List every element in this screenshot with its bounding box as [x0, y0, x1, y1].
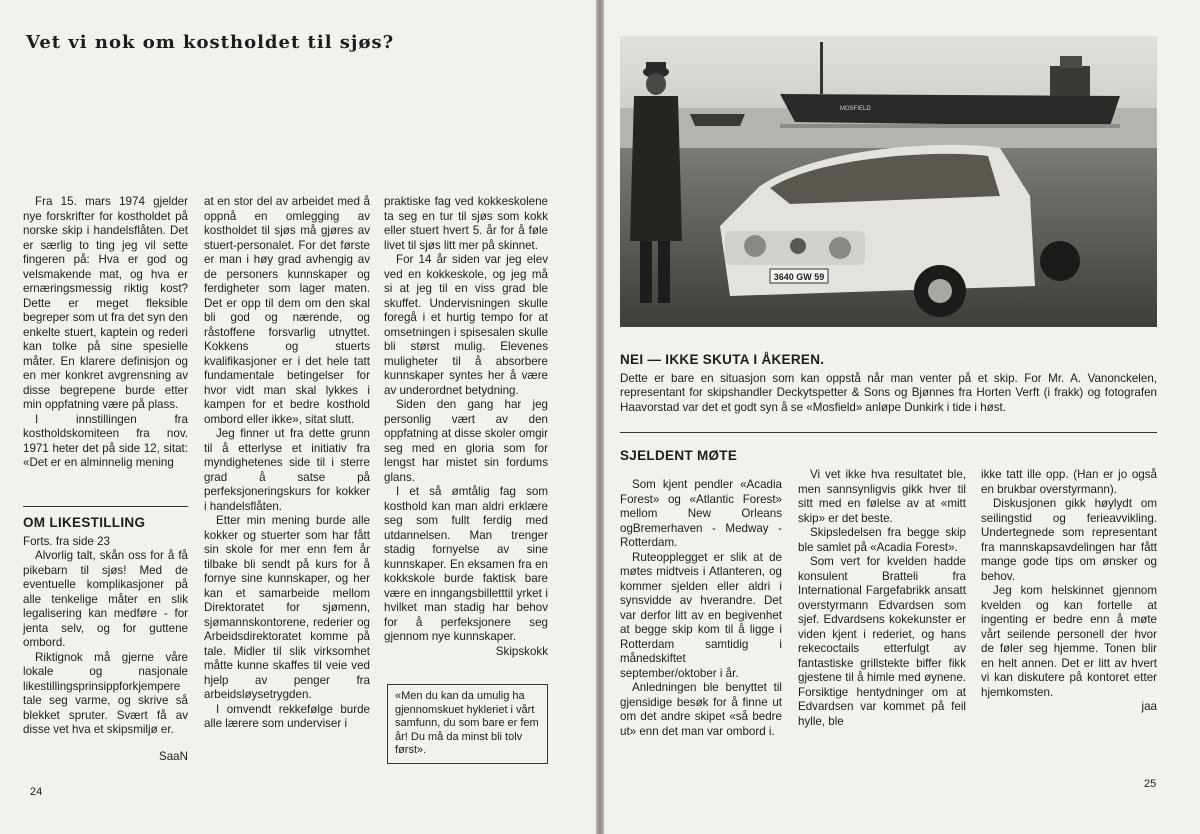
paragraph: at en stor del av arbeidet med å oppnå en omlegging av kostholdet til sjøs må gjøres av stuert-personalet. For det første er man i høy grad avhengig av de personers kunnskaper og ferdigheter som lager maten. Det er opp til dem om den skal bli god og nærende, og råstoffene forsvarlig utnyttet. Kokkens og stuerts kvalifikasjoner er i det hele tatt fundamentale betingelser for hvor vidt man skal lykkes i kampen for et bedre kosthold ombord eller ikke», sitat slutt.	[204, 195, 370, 426]
ship-name: MOSFIELD	[840, 106, 871, 112]
paragraph: praktiske fag ved kokkeskolene ta seg en tur til sjøs som kokk eller stuert hvert 5. år for å føle livet til sjøs litt mer på skinnet.	[384, 195, 548, 252]
paragraph: Vi vet ikke hva resultatet ble, men sannsynligvis gikk hver til sitt med en følelse av at «mitt skip» er det beste.	[798, 468, 966, 525]
paragraph: ikke tatt ille opp. (Han er jo også en brukbar overstyrmann).	[981, 468, 1157, 496]
photo-illustration	[620, 36, 1157, 327]
continued-note: Forts. fra side 23	[23, 534, 110, 548]
sjeldent-column-3	[981, 468, 1157, 715]
page-number: 25	[1144, 778, 1157, 790]
paragraph: I et så ømtålig fag som kosthold kan man aldri erklære seg som fullt ferdig med utdannelsen. Man trenger stadig fornyelse av sine kunnskaper. En eksamen fra en kokkskole burde faktisk bare være en inngangsbilletttil yrket i hvilket man stadig har behov for å perfeksjonere seg gjennom nye kunnskaper.	[384, 485, 548, 643]
caption-divider	[620, 432, 1157, 433]
article-column-1	[23, 195, 188, 471]
paragraph: For 14 år siden var jeg elev ved en kokkeskole, og jeg må si at jeg til en viss grad ble skuffet. Undervisningen skulle foregå i et hurtig tempo for at omsetningen i spisesalen skulle bli størst mulig. Elevenes muligheter til å absorbere kunnskaper syntes her å være av underordnet betydning.	[384, 253, 548, 397]
paragraph: Som kjent pendler «Acadia Forest» og «Atlantic Forest» mellom New Orleans ogBremerhaven - Medway - Rotterdam.	[620, 478, 782, 549]
paragraph: Fra 15. mars 1974 gjelder nye forskrifter for kostholdet på norske skip i handelsflåten. Det er særlig to ting jeg vil sette fingeren på: Hva er god og velsmakende mat, og hva er ernæringsmessig riktig kost? Dette er meget fleksible begreper som ut fra det syn den enkelte stuert, kaptein og rederi kan tolke på sine spesielle måter. En klarere definisjon og en mer konkret avgrensning av disse begrepene burde etter min oppfatning være på plass.	[23, 195, 188, 411]
paragraph: Jeg finner ut fra dette grunn til å etterlyse et initiativ fra myndighetenes side til i sterre grad å satse på perfeksjoneringskurs for kokker i handelsflåten.	[204, 427, 370, 513]
sjeldent-column-1	[620, 478, 782, 739]
section-signature: jaa	[1141, 700, 1157, 713]
paragraph: Jeg kom helskinnet gjennom kvelden og kan fortelle at ingenting er bedre enn å møte vårt seilende personell der hvor de føler seg hjemme. Tonen blir en helt annen. Det er litt av hvert vi kan diskutere på kontoret etter hjemkomsten.	[981, 584, 1157, 699]
sjeldent-column-2	[798, 468, 966, 729]
article-column-3	[384, 195, 548, 659]
paragraph: Skipsledelsen fra begge skip ble samlet på «Acadia Forest».	[798, 526, 966, 554]
section-title: SJELDENT MØTE	[620, 448, 738, 463]
paragraph: Diskusjonen gikk høylydt om seilingstid og ferieavvikling. Undertegnede som representant fra mannskapsavdelingen har fått mange gode tips om ønsker og behov.	[981, 497, 1157, 583]
paragraph: I innstillingen fra kostholdskomiteen fra nov. 1971 heter det på side 12, sitat: «Det er en alminnelig mening	[23, 412, 188, 469]
license-plate: 3640 GW 59	[773, 272, 825, 282]
article-headline: Vet vi nok om kostholdet til sjøs?	[26, 32, 395, 53]
paragraph: Siden den gang har jeg personlig vært av den oppfatning at disse skoler omgir seg med en gloria som for lengst har mistet sin fordums glans.	[384, 398, 548, 484]
article-photo	[620, 36, 1157, 327]
tug-boat	[690, 114, 745, 126]
paragraph: Ruteopplegget er slik at de møtes midtveis i Atlanteren, og kommer sjelden eller aldri i synsvidde av hverandre. Det var derfor litt av en begivenhet at begge skip kom til å ligge i Rotterdam samtidig i månedskiftet september/oktober i år.	[620, 550, 782, 680]
page-gutter	[596, 0, 604, 834]
paragraph: Som vert for kvelden hadde konsulent Bratteli fra International Fargefabrikk ansatt overstyrmann Edvardsen som sjef. Edvardsens kokekunster er viden kjent i rederiet, og hans rekecoctails etterfulgt av fantastiske grillstekte biffer fikk gjestene til å himle med øynene. Forsiktige hentydninger om at Edvardsen var kommet på feil hylle, ble	[798, 555, 966, 728]
paragraph: Riktignok må gjerne våre lokale og nasjonale likestillingsprinsippforkjempere tale seg varme, og skrive så blekket spruter. Svært få av disse vet hva et skipsmiljø er.	[23, 650, 188, 736]
quote-box: «Men du kan da umulig ha gjennomskuet hykleriet i vårt samfunn, du som bare er fem år! Du må da minst bli tolv først».	[387, 684, 548, 764]
article-signature: Skipskokk	[495, 644, 548, 658]
page-number: 24	[30, 786, 43, 798]
caption-text: Dette er bare en situasjon som kan oppstå når man venter på et skip. For Mr. A. Vanonckelen, representant for skipshandler Deckytspetter & Sons og Bjønnes fra Horten Verft (i frakk) og fotografen Haavorstad var det et godt syn å se «Mosfield» anløpe Dunkirk i tide i høst.	[620, 371, 1157, 414]
photo-caption	[620, 353, 1157, 415]
caption-title: NEI — IKKE SKUTA I ÅKEREN.	[620, 352, 825, 367]
paragraph: Anledningen ble benyttet til gjensidige besøk for å finne ut om det andre skipet «så bedre ut» enn det man var ombord i.	[620, 681, 782, 738]
paragraph: Etter min mening burde alle kokker og stuerter som har fått sin skole for mer enn fem år tilbake bli sendt på kurs for å fornye sine kunnskaper, og her kan et samarbeide mellom Direktoratet for sjømenn, sjømannskontorene, rederier og Arbeidsdirektoratet komme på tale. Midler til slik virksomhet måtte kunne skaffes til veie ved hjelp av penger fra arbeidsløysetrygden.	[204, 514, 370, 701]
paragraph: I omvendt rekkefølge burde alle lærere som underviser i	[204, 702, 370, 730]
likestilling-section	[23, 516, 188, 764]
section-divider	[23, 506, 188, 507]
left-page	[0, 0, 596, 834]
article-column-2	[204, 195, 370, 732]
paragraph: Alvorlig talt, skån oss for å få pikebarn til sjøs! Med de eventuelle komplikasjoner på alle tenkelige måter en slik legalisering kan medføre - for jenta selv, og for guttene ombord.	[23, 549, 188, 649]
section-title: OM LIKESTILLING	[23, 515, 146, 530]
section-signature: SaaN	[158, 749, 188, 763]
